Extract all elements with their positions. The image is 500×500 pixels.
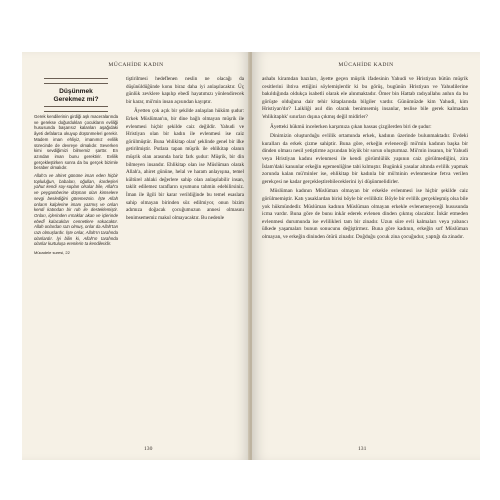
left-page bbox=[22, 52, 250, 460]
running-head: MÜCAHİDE KADIN bbox=[338, 62, 394, 68]
main-text-column bbox=[126, 76, 244, 224]
body-paragraph: Müslüman kadının Müslüman olmayan bir erkekle evlenmesi ise hiçbir şekilde caiz görülmemiştir. Katı yasaklardan birisi böyle bir evliliktir. Böyle bir evlilik gerçekleşmiş olsa bile yok hükmündedir. Müslüman kadının Müslüman olmayan erkekle evlenemeyeceği hususunda icma vardır. Buna göre de bunu inkâr ederek evlenen dinden çıkmış olacaktır. İnkâr etmeden evlenmesi durumunda ise evlilikleri tam bir zinadır. Uzun süre evli kalmaları veya yabancı ülkede yaşamaları bunun sonucunu değiştirmez. Buna göre kadının, erkeğin sırf Müslüman olmayan, ve erkeğin dininden ötürü zinadır. Doğduğu çocuk zina çocuğudur, yaptığı da zinadır. bbox=[262, 188, 468, 240]
sidebar-title-line: Düşünmek bbox=[59, 88, 93, 95]
page-number: 131 bbox=[358, 446, 367, 452]
sidebar-quote: Allah'a ve ahiret gününe iman eden hiçbir topluluğun, babaları, oğulları, kardeşleri yahut kendi soy-soplan olsalar bile, Allah'a ve peygamberine düşman olan kimselere sevgi beslediğini göremezsin. İşte Allah onların kalplerine imanı yazmış ve onları kendi katından bir ruh ile desteklemiştir. Onları, içlerinden ırmaklar akan ve içlerinde ebedî kalacakları cennetlere sokacaktır. Allah onlardan razı olmuş, onlar da Allah'tan razı olmuşlardır. İşte onlar, Allah'ın tarafında olanlardır. İyi bilin ki, Allah'ın tarafında olanlar kurtuluşa erenlerin ta kendileridir. bbox=[34, 173, 118, 247]
quote-source: Mücadele suresi, 22 bbox=[34, 250, 70, 256]
body-paragraph: ashabı kiramdan bazıları, âyette geçen müşrik ifadesinin Yahudi ve Hristiyan bütün müşrik cesitlerini ihtiva ettiğini söylemişlerdir ki bu görüş, bugünün Hristiyan ve Yahudilerine bakıldığında oldukça isabetli olarak ele alınmaktadır. Ömer bin Hattab radıyallahu anhın da bu görüşte olduğuna dair tehir kitaplarında bilgiler vardır. Günümüzde kim Yahudi, kim Hristiyan'dır? Laikliği asıl din olarak benimsemiş insanlar, teslise bile gerek kalmadan 'ehlikitaplık' sınırları dışına çıkmış değil midirler? bbox=[262, 76, 468, 120]
ornament-divider bbox=[44, 78, 108, 84]
running-head: MÜCAHİDE KADIN bbox=[108, 62, 164, 68]
body-paragraph: tiştirilmesi hedeflenen neslin ne olacağı da düşünüldüğünde konu biraz daha iyi anlaşılacaktır. Üç günlük zevklere kapılıp ebedî hayatımızı yönlendirecek bir karar, mü'min insan açısından kayıptır. bbox=[126, 76, 244, 105]
sidebar-paragraph: Gerek kendilerinin girdiği aşk maceralarında ve gerekse doğurdukları çocukların evliliği hususunda başarısız kalanları aşağıdaki âyeti defalarca okuyup düşünmeleri gerekir. Madem iman ehliyiz, imanımız evlilik sürecinde de devreye olmalıdır. Severken kimi sevdiğimizi bilmemiz şarttır. En azından iman bunu gerektirir. Evlilik gerçekleştirken sonra da bu gerçek bizimle beraber olmalıdır. bbox=[34, 114, 118, 171]
main-text-column bbox=[262, 76, 468, 243]
sidebar-box bbox=[34, 76, 118, 436]
body-paragraph: Âyetteki hükmü incelerken karşımıza çıkan hassas çizgilerden biri de şudur: bbox=[270, 123, 432, 130]
sidebar-title-line: Gerekmez mi? bbox=[53, 96, 99, 103]
ornament-divider bbox=[44, 106, 108, 112]
sidebar-title bbox=[34, 88, 118, 104]
body-paragraph: Âyetten çok açık bir şekilde anlaşılan hüküm şudur: Erkek Müslüman'ın, bir dine bağlı olmayan müşrik ile evlenmesi hiçbir şekilde caiz değildir. Yahudi ve Hristiyan olan bir kadın ile evlenmesi ise caiz görülmüştür. Buna 'ehlikitap olan' şeklinde genel bir ilke getirilmiştir. Putlara tapan müşrik ile ehlikitap olanın müşrik olan arasında bariz fark şudur: Müşrik, bir din bilmeyen insandır. Ehlikitap olan ise Müslüman olarak Allah'a, ahiret gününe, helal ve haram anlayışına, temel kültürel ahlaki değerlere sahip olan anlaşılabilir insan, taklit edilemez tarafların uyumunu tahmin edebilirsiniz. İman ile ilgili bir karar verildiğinde bu temel esaslara sahip olmayan birinden söz edilmiyor, onun bizim adımıza doğacak çocuğumuzun annesi olmasını benimsememiz makul olmayacaktır. Bu nedenle bbox=[126, 108, 244, 221]
body-paragraph: Dinimizin oluşturduğu evlilik ortamında erkek, kadının üzerinde bulunmaktadır. Evdeki kuralları da erkek çizme sahiptir. Buna göre, erkeğin evleneceği mü'min kadının başka bir dinden olması nesil yetiştirme açısından büyük bir sorun oluşturmaz. Mü'min insanın, bir Yahudi veya Hristiyan kadını evlenmesi ile kendi görümlülük yapının caiz görülmediğini, zira İslam'daki kanunlar erkeğin egemenliğine tabi kılmıştır. Bugünkü yasalar altında evlilik yapmak zorunda kalan mü'minler ise, ehlikitap bir kadınla bir mü'minin evlenmesine fetva verilen gerekçesi ne kadar gerçekleştirebileceklerini iyi düşünmelidirler. bbox=[262, 133, 468, 185]
page-number: 130 bbox=[144, 446, 153, 452]
right-page bbox=[252, 52, 480, 460]
